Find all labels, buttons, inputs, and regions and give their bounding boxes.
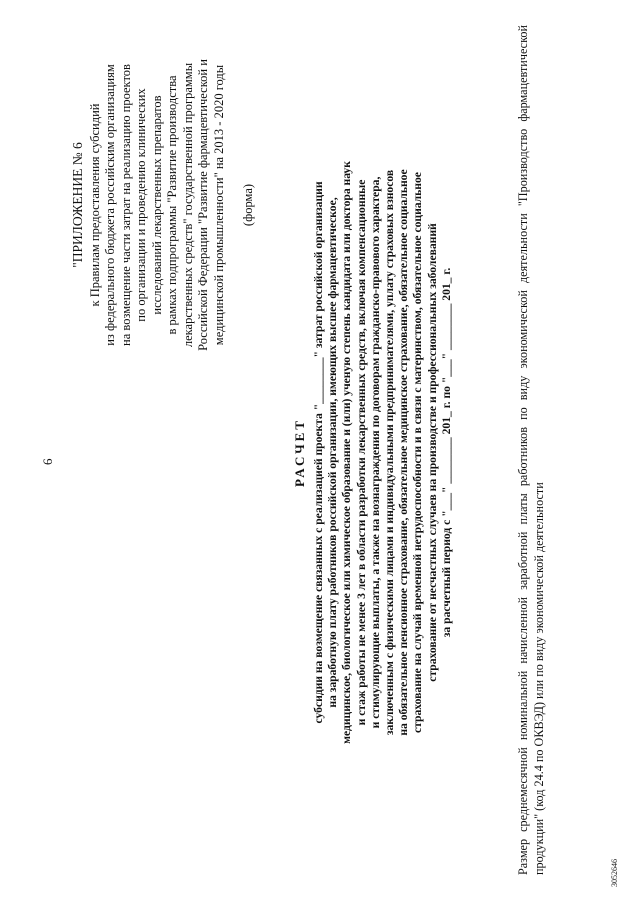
heading-line: и стимулирующие выплаты, а также на вознаграждения по договорам гражданско-правового характера, bbox=[368, 176, 382, 729]
appendix-block bbox=[70, 25, 257, 385]
form-label: (форма) bbox=[241, 183, 255, 227]
heading-line: страхование на случай временной нетрудоспособности и в связи с материнством, обязательное социальное bbox=[411, 172, 425, 733]
heading-line: на обязательное пенсионное страхование, обязательное медицинское страхование, обязательное социальное bbox=[397, 169, 411, 736]
appendix-line: в рамках подпрограммы "Развитие производства bbox=[165, 75, 179, 335]
calculation-heading bbox=[312, 130, 454, 775]
appendix-line: медицинской промышленности" на 2013 - 2020 годы bbox=[211, 64, 226, 346]
heading-line: и стаж работы не менее 3 лет в области разработки лекарственных средств, включая компенсационные bbox=[354, 179, 368, 726]
salary-paragraph: Размер среднемесячной номинальной начисленной заработной платы работников по виду экономической деятельности "Производство фармацевтической продукции" (код 24.4 по ОКВЭД) или по виду экономической деятельности bbox=[516, 25, 546, 875]
heading-line: страхование от несчастных случаев на производстве и профессиональных заболеваний bbox=[425, 223, 439, 682]
heading-line: на заработную плату работников российской организации, имеющих высшее фармацевтическое, bbox=[326, 197, 340, 708]
heading-line: субсидии на возмещение связанных с реализацией проекта "________" затрат российской организации bbox=[312, 181, 325, 724]
appendix-line: лекарственных средств" государственной программы bbox=[180, 62, 195, 348]
appendix-line: Российской Федерации "Развитие фармацевтической и bbox=[196, 59, 210, 351]
appendix-heading: "ПРИЛОЖЕНИЕ № 6 bbox=[70, 142, 85, 268]
appendix-line: к Правилам предоставления субсидий bbox=[87, 103, 102, 307]
page-number: 6 bbox=[40, 458, 55, 465]
document-title: РАСЧЕТ bbox=[292, 418, 307, 487]
appendix-line: по организации и проведению клинических bbox=[134, 88, 148, 322]
heading-line: за расчетный период с "___" ________ 201_ г. по "___" ________ 201_ г. bbox=[439, 267, 453, 638]
heading-line: медицинское, биологическое или химическое образование и (или) ученую степень кандидата или доктора наук bbox=[340, 161, 354, 744]
appendix-line: на возмещение части затрат на реализацию проектов bbox=[118, 64, 133, 346]
appendix-line: исследований лекарственных препаратов bbox=[149, 95, 164, 315]
heading-line: заключенным с физическими лицами и индивидуальными предпринимателями, уплату страховых взносов bbox=[383, 169, 397, 736]
appendix-line: из федерального бюджета российским организациям bbox=[103, 64, 117, 346]
document-code: 3052646 bbox=[610, 859, 619, 887]
